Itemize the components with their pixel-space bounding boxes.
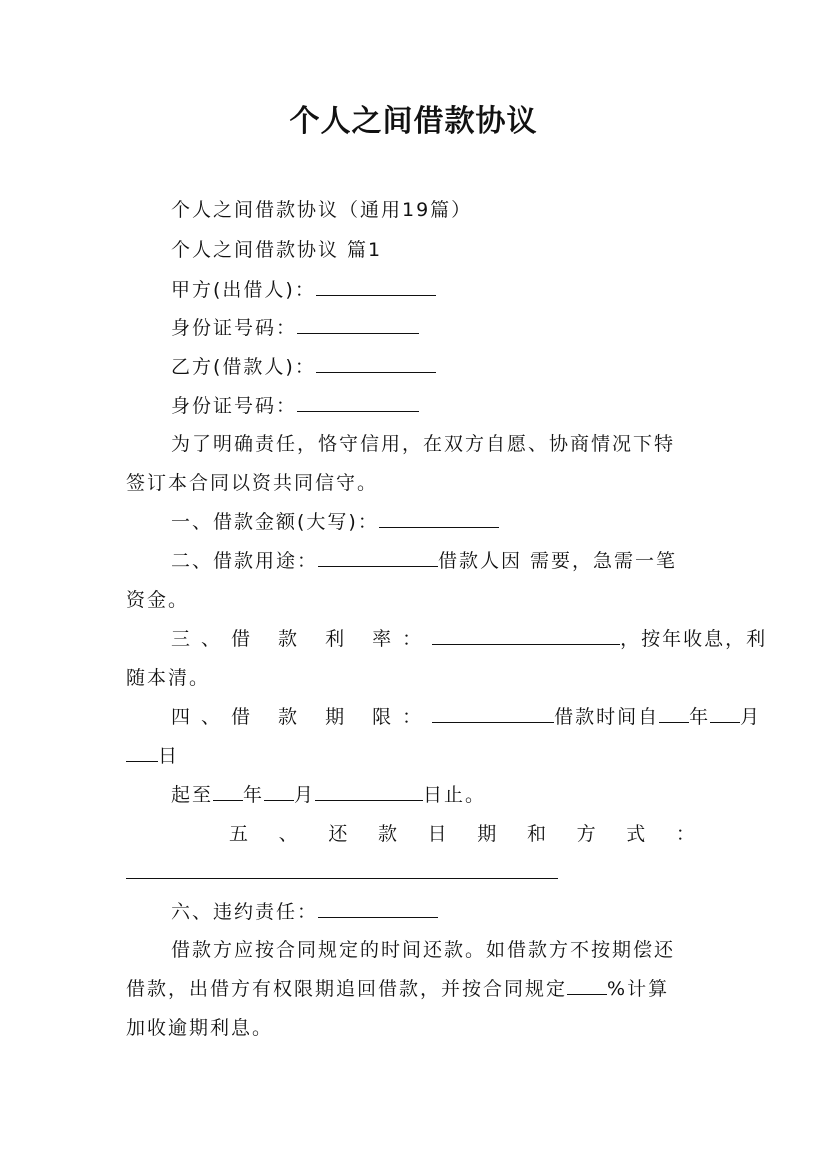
section-heading: 个人之间借款协议 篇1	[171, 239, 383, 261]
end-month-label: 月	[294, 784, 316, 806]
repayment-char: 款	[377, 823, 397, 845]
liability-label: 六、违约责任：	[171, 901, 319, 923]
loan-purpose-text: 借款人因 需要，急需一笔	[438, 550, 678, 572]
repayment-char: 期	[477, 823, 497, 845]
party-b-blank	[316, 354, 436, 373]
interest-rate-line	[171, 625, 767, 653]
end-month-blank	[264, 782, 294, 801]
loan-term-blank	[432, 704, 554, 723]
document-title: 个人之间借款协议	[289, 104, 538, 139]
loan-amount-blank	[379, 509, 499, 528]
party-a-blank	[316, 277, 436, 296]
start-month-label: 月	[740, 706, 762, 728]
party-b-label: 乙方(借款人)：	[171, 356, 316, 378]
interest-rate-blank	[432, 626, 620, 645]
repayment-blank	[126, 878, 558, 879]
party-a-id-label: 身份证号码：	[171, 317, 298, 339]
interest-rate-label: 三、借 款 利 率：	[171, 628, 433, 650]
end-year-blank	[213, 782, 243, 801]
penalty-rate-blank	[567, 976, 607, 995]
party-a-id-line	[171, 314, 419, 342]
loan-end-line	[171, 781, 486, 809]
party-a-id-blank	[297, 315, 419, 334]
end-day-label: 日止。	[423, 784, 487, 806]
repayment-char: 和	[526, 823, 546, 845]
subtitle-line: 个人之间借款协议（通用19篇）	[171, 199, 473, 221]
start-year-label: 年	[689, 706, 711, 728]
liability-text-2	[126, 975, 669, 1003]
start-day-label: 日	[158, 745, 180, 767]
loan-term-line	[171, 703, 761, 731]
repayment-char: 式	[626, 823, 646, 845]
interest-rate-line-2: 随本清。	[126, 667, 211, 689]
party-b-line	[171, 353, 436, 381]
loan-end-label: 起至	[171, 784, 214, 806]
preamble-line-1: 为了明确责任，恪守信用，在双方自愿、协商情况下特	[171, 433, 676, 455]
loan-term-line-2	[126, 742, 179, 770]
end-year-label: 年	[243, 784, 265, 806]
loan-amount-label: 一、借款金额(大写)：	[171, 511, 379, 533]
loan-purpose-blank	[318, 548, 438, 567]
repayment-char: 五	[229, 823, 249, 845]
repayment-char: 、	[278, 823, 298, 845]
repayment-heading	[229, 820, 695, 848]
repayment-char: 日	[427, 823, 447, 845]
end-day-blank	[315, 782, 423, 801]
party-b-id-blank	[297, 393, 419, 412]
start-day-blank	[126, 743, 158, 762]
party-a-label: 甲方(出借人)：	[171, 279, 316, 301]
party-a-line	[171, 276, 436, 304]
interest-rate-text: ，按年收息，利	[620, 628, 768, 650]
loan-purpose-line-2: 资金。	[126, 589, 190, 611]
liability-text-2a: 借款，出借方有权限期追回借款，并按合同规定	[126, 978, 568, 1000]
loan-purpose-label: 二、借款用途：	[171, 550, 319, 572]
start-year-blank	[659, 704, 689, 723]
liability-text-3: 加收逾期利息。	[126, 1017, 274, 1039]
party-b-id-line	[171, 392, 419, 420]
start-month-blank	[710, 704, 740, 723]
repayment-char: ：	[675, 823, 695, 845]
loan-term-label: 四、借 款 期 限：	[171, 706, 433, 728]
liability-text-1: 借款方应按合同规定的时间还款。如借款方不按期偿还	[171, 939, 676, 961]
repayment-char: 还	[328, 823, 348, 845]
repayment-char: 方	[576, 823, 596, 845]
party-b-id-label: 身份证号码：	[171, 395, 298, 417]
loan-start-label: 借款时间自	[554, 706, 660, 728]
liability-line	[171, 898, 438, 926]
liability-text-2b: %计算	[607, 978, 670, 1000]
loan-purpose-line	[171, 547, 677, 575]
preamble-line-2: 签订本合同以资共同信守。	[126, 472, 379, 494]
liability-blank	[318, 899, 438, 918]
loan-amount-line	[171, 508, 499, 536]
